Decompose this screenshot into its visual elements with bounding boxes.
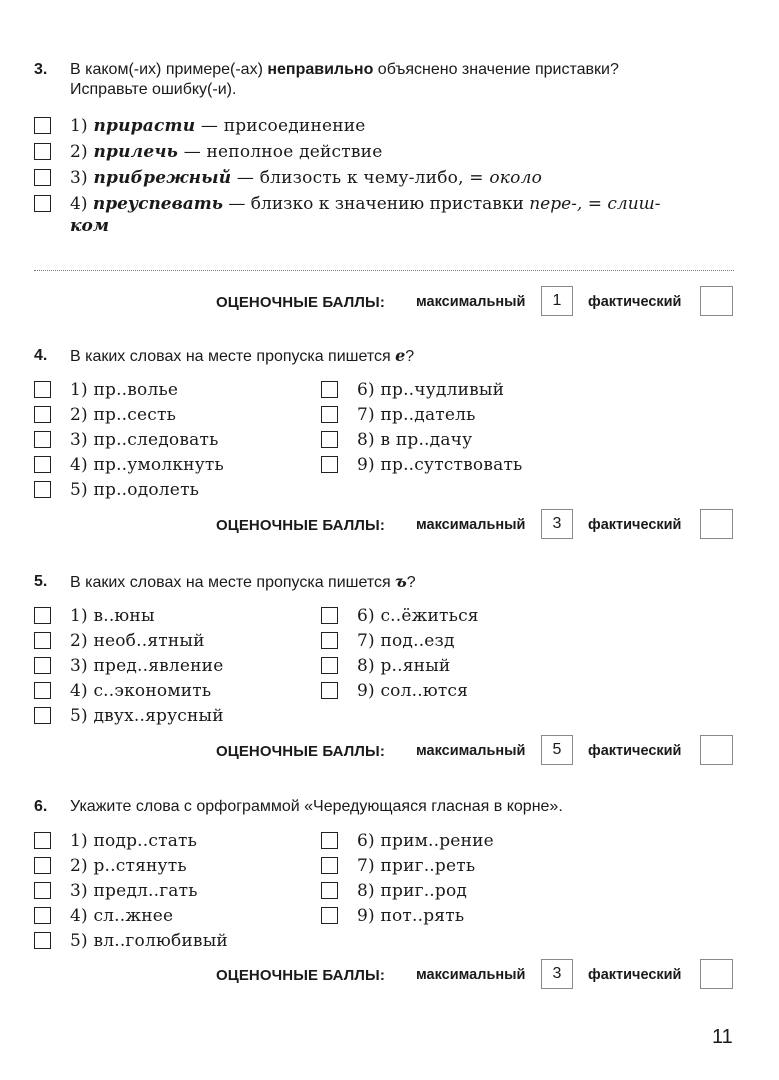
actual-score-input[interactable] (700, 286, 733, 316)
actual-score-input[interactable] (700, 735, 733, 765)
checkbox[interactable] (321, 456, 338, 473)
actual-score-input[interactable] (700, 959, 733, 989)
question-prompt-line2: Исправьте ошибку(-и). (70, 81, 237, 98)
checkbox[interactable] (34, 682, 51, 699)
checkbox[interactable] (321, 381, 338, 398)
checkbox[interactable] (34, 195, 51, 212)
checkbox[interactable] (34, 607, 51, 624)
question-prompt: В каком(-их) примере(-ах) неправильно объяснено значение приставки? (70, 61, 619, 78)
score-row-q5: ОЦЕНОЧНЫЕ БАЛЛЫ: максимальный 5 фактический (216, 735, 736, 767)
checkbox[interactable] (34, 481, 51, 498)
max-score-box: 3 (541, 959, 573, 989)
checkbox[interactable] (34, 117, 51, 134)
checkbox[interactable] (34, 143, 51, 160)
checkbox[interactable] (34, 882, 51, 899)
question-number: 3. (34, 61, 48, 78)
checkbox[interactable] (34, 431, 51, 448)
question-prompt: В каких словах на месте пропуска пишется ъ? (70, 572, 416, 591)
checkbox[interactable] (321, 882, 338, 899)
emphasis-word: неправильно (267, 61, 374, 78)
checkbox[interactable] (321, 607, 338, 624)
score-row-q6: ОЦЕНОЧНЫЕ БАЛЛЫ: максимальный 3 фактический (216, 959, 736, 991)
checkbox[interactable] (34, 832, 51, 849)
checkbox[interactable] (34, 932, 51, 949)
q3-option-4-continuation: ком (70, 216, 110, 236)
dotted-divider (34, 270, 734, 271)
checkbox[interactable] (321, 431, 338, 448)
score-row-q4: ОЦЕНОЧНЫЕ БАЛЛЫ: максимальный 3 фактический (216, 509, 736, 541)
question-prompt: Укажите слова с орфограммой «Чередующаяся гласная в корне». (70, 798, 563, 815)
max-score-box: 5 (541, 735, 573, 765)
checkbox[interactable] (34, 707, 51, 724)
checkbox[interactable] (34, 857, 51, 874)
max-score-box: 3 (541, 509, 573, 539)
checkbox[interactable] (321, 907, 338, 924)
checkbox[interactable] (321, 832, 338, 849)
checkbox[interactable] (321, 682, 338, 699)
checkbox[interactable] (321, 657, 338, 674)
checkbox[interactable] (34, 907, 51, 924)
checkbox[interactable] (34, 406, 51, 423)
page-number: 11 (712, 1026, 733, 1048)
checkbox[interactable] (34, 456, 51, 473)
checkbox[interactable] (321, 632, 338, 649)
question-prompt: В каких словах на месте пропуска пишется е? (70, 346, 415, 365)
checkbox[interactable] (34, 381, 51, 398)
actual-score-input[interactable] (700, 509, 733, 539)
checkbox[interactable] (321, 857, 338, 874)
checkbox[interactable] (34, 632, 51, 649)
max-score-box: 1 (541, 286, 573, 316)
score-row-q3: ОЦЕНОЧНЫЕ БАЛЛЫ: максимальный 1 фактический (216, 286, 736, 318)
checkbox[interactable] (321, 406, 338, 423)
checkbox[interactable] (34, 657, 51, 674)
checkbox[interactable] (34, 169, 51, 186)
